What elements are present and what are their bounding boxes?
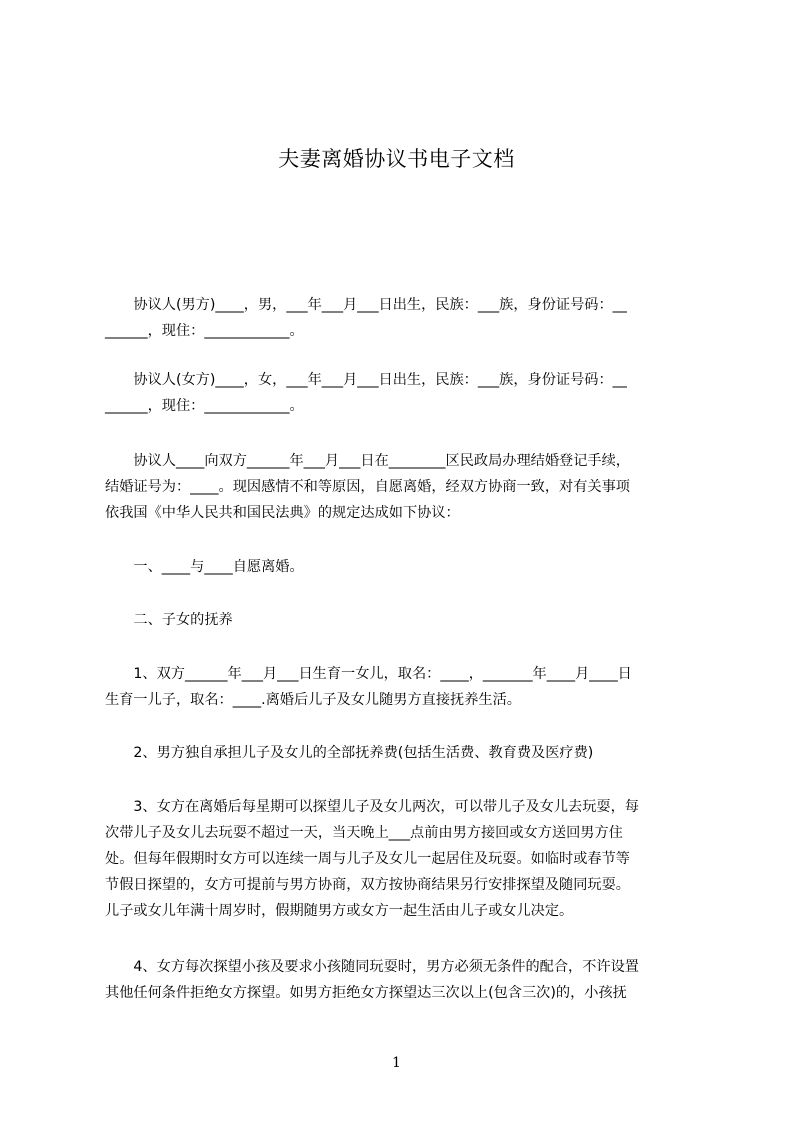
text-line: 节假日探望的，女方可提前与男方协商，双方按协商结果另行安排探望及随同玩耍。: [105, 877, 630, 893]
paragraph-female-party: [105, 367, 705, 419]
text-line: 二、子女的抚养: [105, 612, 233, 628]
page-number: 1: [392, 1055, 401, 1071]
text-line: 协议人(女方)____，女，___年___月___日出生，民族：___族，身份证号码：__: [105, 372, 627, 388]
text-line: 结婚证号为：____。现因感情不和等原因，自愿离婚，经双方协商一致，对有关事项: [105, 479, 630, 495]
text-line: 3、女方在离婚后每星期可以探望儿子及女儿两次，可以带儿子及女儿去玩耍，每: [105, 799, 639, 815]
text-line: 1、双方______年___月___日生育一女儿，取名：____，_______年____月____日: [105, 666, 632, 682]
text-line: 生育一儿子，取名：____.离婚后儿子及女儿随男方直接抚养生活。: [105, 692, 521, 708]
text-line: 依我国《中华人民共和国民法典》的规定达成如下协议：: [105, 505, 460, 521]
text-line: 处。但每年假期时女方可以连续一周与儿子及女儿一起居住及玩耍。如临时或春节等: [105, 851, 630, 867]
text-line: 次带儿子及女儿去玩耍不超过一天，当天晚上___点前由男方接回或女方送回男方住: [105, 825, 623, 841]
text-line: ______，现住：____________。: [105, 323, 304, 339]
paragraph-clause-1: [105, 554, 705, 580]
text-line: 一、____与____自愿离婚。: [105, 559, 304, 575]
text-line: 4、女方每次探望小孩及要求小孩随同玩耍时，男方必须无条件的配合，不许设置: [105, 959, 639, 975]
paragraph-clause-2-item-2: [105, 740, 705, 766]
paragraph-clause-2-item-3: [105, 794, 705, 924]
paragraph-marriage-registration: [105, 448, 705, 526]
paragraph-male-party: [105, 292, 705, 344]
section-heading-child-custody: [105, 607, 705, 633]
paragraph-clause-2-item-1: [105, 661, 705, 713]
document-title: 夫妻离婚协议书电子文档: [278, 147, 515, 171]
text-line: 其他任何条件拒绝女方探望。如男方拒绝女方探望达三次以上(包含三次)的，小孩抚: [105, 985, 627, 1001]
text-line: 儿子或女儿年满十周岁时，假期随男方或女方一起生活由儿子或女儿决定。: [105, 903, 574, 919]
text-line: 协议人____向双方______年___月___日在________区民政局办理结婚登记手续，: [105, 453, 630, 469]
text-line: 2、男方独自承担儿子及女儿的全部抚养费(包括生活费、教育费及医疗费): [105, 745, 594, 761]
paragraph-clause-2-item-4: [105, 954, 705, 1006]
text-line: 协议人(男方)____，男，___年___月___日出生，民族：___族，身份证号码：__: [105, 297, 627, 313]
text-line: ______，现住：____________。: [105, 398, 304, 414]
